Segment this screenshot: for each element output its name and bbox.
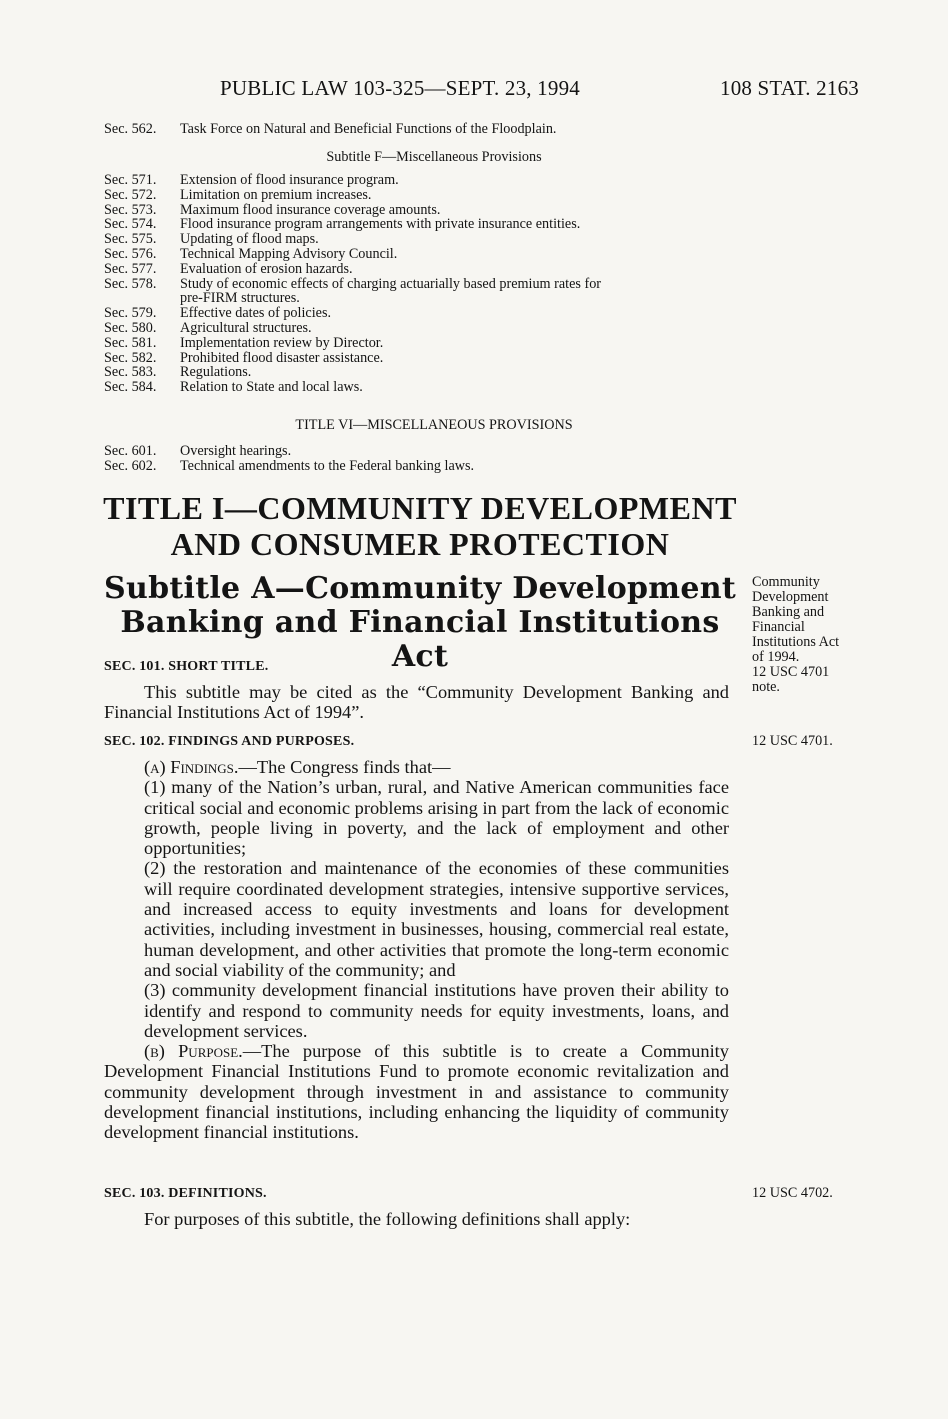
margin-note-12-usc-4701: 12 USC 4701. [752,733,833,749]
toc-entry [104,365,764,380]
sec-102-a-1 [104,777,729,858]
toc-entry [104,351,764,366]
sec-102-a-label: (a) Findings. [144,757,239,777]
title-vi-heading: TITLE VI—MISCELLANEOUS PROVISIONS [295,417,573,433]
toc-entry [104,444,764,459]
sec-101-text: This subtitle may be cited as the “Community Development Banking and Financial Institutions Act of 1994”. [104,682,729,723]
toc-entry [104,247,764,262]
toc-text: Relation to State and local laws. [180,379,363,396]
toc-entry [104,459,764,474]
title-i-heading [100,490,740,562]
sec-102-a-2 [104,858,729,980]
sec-102-b-label: (b) Purpose. [144,1041,243,1062]
toc-num: Sec. 573. [104,201,157,218]
title-i-line-1: TITLE I—COMMUNITY DEVELOPMENT [103,490,737,526]
toc-num: Sec. 575. [104,231,157,248]
margin-line: Development [752,589,829,605]
toc-text: Oversight hearings. [180,443,292,459]
margin-line: Banking and [752,604,825,620]
toc-entry [104,262,764,277]
toc-text: Agricultural structures. [180,319,312,336]
margin-line: 12 USC 4701 [752,664,830,680]
toc-entry [104,336,764,351]
para-1-text: (1) many of the Nation’s urban, rural, and Native American communities face critical social and economic problems arising in part from the lack of economic growth, people living in poverty, and the lack of employment and other opportunities; [144,777,729,859]
toc-text: Study of economic effects of charging actuarially based premium rates for [180,275,602,292]
toc-text-continuation: pre-FIRM structures. [180,290,300,307]
sec-102-body [104,757,729,1143]
toc-num: Sec. 579. [104,305,157,322]
sec-102-a [104,757,729,777]
toc-text: Updating of flood maps. [180,231,319,248]
toc-text: Maximum flood insurance coverage amounts. [180,201,441,218]
margin-line: of 1994. [752,649,800,665]
sec-103-body [104,1209,729,1229]
sec-102-heading: SEC. 102. FINDINGS AND PURPOSES. [104,734,355,749]
margin-note-12-usc-4702: 12 USC 4702. [752,1185,833,1201]
subtitle-f-heading: Subtitle F—Miscellaneous Provisions [326,149,542,165]
toc-num: Sec. 582. [104,349,157,366]
para-3-text: (3) community development financial institutions have proven their ability to identify and respond to community needs for equity investments, loans, and development services. [144,980,729,1041]
toc-entry [104,122,764,137]
title-i-line-2: AND CONSUMER PROTECTION [170,526,670,562]
toc-entry [104,380,764,395]
toc-num: Sec. 574. [104,216,157,233]
toc-title-vi [104,444,764,474]
toc-num: Sec. 581. [104,334,157,351]
subtitle-a-line-1: Subtitle A—Community Development [104,571,736,606]
toc-text: Extension of flood insurance program. [180,172,399,188]
sec-102-b-text: —The purpose of this subtitle is to create a Community Development Financial Institutions Fund to promote economic revitalization and community development through investment in and assistance to community development financial institutions, including enhancing the liquidity of community development financial institutions. [104,1041,729,1143]
toc-num: Sec. 571. [104,172,157,188]
toc-entry [104,173,764,188]
sec-103-text: For purposes of this subtitle, the following definitions shall apply: [144,1209,631,1229]
margin-line: Institutions Act [752,634,840,650]
subtitle-a-line-2: Banking and Financial Institutions Act [120,605,720,674]
sec-102-a-3 [104,980,729,1041]
toc-num: Sec. 584. [104,379,157,396]
toc-entry [104,203,764,218]
toc-text: Regulations. [180,364,252,381]
toc-entry [104,232,764,247]
toc-num: Sec. 572. [104,186,157,203]
toc-entry [104,306,764,321]
toc-num: Sec. 578. [104,275,157,292]
sec-102-a-text: —The Congress finds that— [238,757,451,777]
toc-top [104,122,764,137]
running-header-law: PUBLIC LAW 103-325—SEPT. 23, 1994 [220,76,580,100]
toc-text: Implementation review by Director. [180,334,384,351]
toc-entry [104,188,764,203]
margin-line: Financial [752,619,805,635]
running-header-stat: 108 STAT. 2163 [720,76,859,100]
toc-text: Technical amendments to the Federal banking laws. [180,457,475,474]
sec-101-body [104,682,729,723]
toc-text: Technical Mapping Advisory Council. [180,245,398,262]
toc-text: Evaluation of erosion hazards. [180,260,353,277]
toc-num: Sec. 583. [104,364,157,381]
toc-num: Sec. 602. [104,457,157,474]
margin-line: note. [752,679,780,695]
sec-101-heading: SEC. 101. SHORT TITLE. [104,659,269,674]
toc-text: Effective dates of policies. [180,305,332,322]
margin-note-act-title [752,575,882,695]
toc-num: Sec. 601. [104,443,157,459]
toc-text: Task Force on Natural and Beneficial Functions of the Floodplain. [180,121,557,137]
toc-num: Sec. 576. [104,245,157,262]
toc-num: Sec. 562. [104,121,157,137]
toc-subtitle-f [104,173,764,395]
margin-line: Community [752,574,820,590]
toc-entry [104,321,764,336]
toc-text: Flood insurance program arrangements with private insurance entities. [180,216,581,233]
toc-entry [104,217,764,232]
toc-text: Prohibited flood disaster assistance. [180,349,384,366]
para-2-text: (2) the restoration and maintenance of the economies of these communities will require coordinated development strategies, intensive supportive services, and increased access to equity investments and loans for development activities, including investment in businesses, housing, commercial real estate, human development, and other activities that promote the long-term economic and social viability of the community; and [144,858,729,980]
sec-103-heading: SEC. 103. DEFINITIONS. [104,1186,267,1201]
sec-102-b [104,1041,729,1142]
toc-num: Sec. 580. [104,319,157,336]
toc-num: Sec. 577. [104,260,157,277]
toc-entry [104,277,764,292]
toc-text: Limitation on premium increases. [180,186,372,203]
